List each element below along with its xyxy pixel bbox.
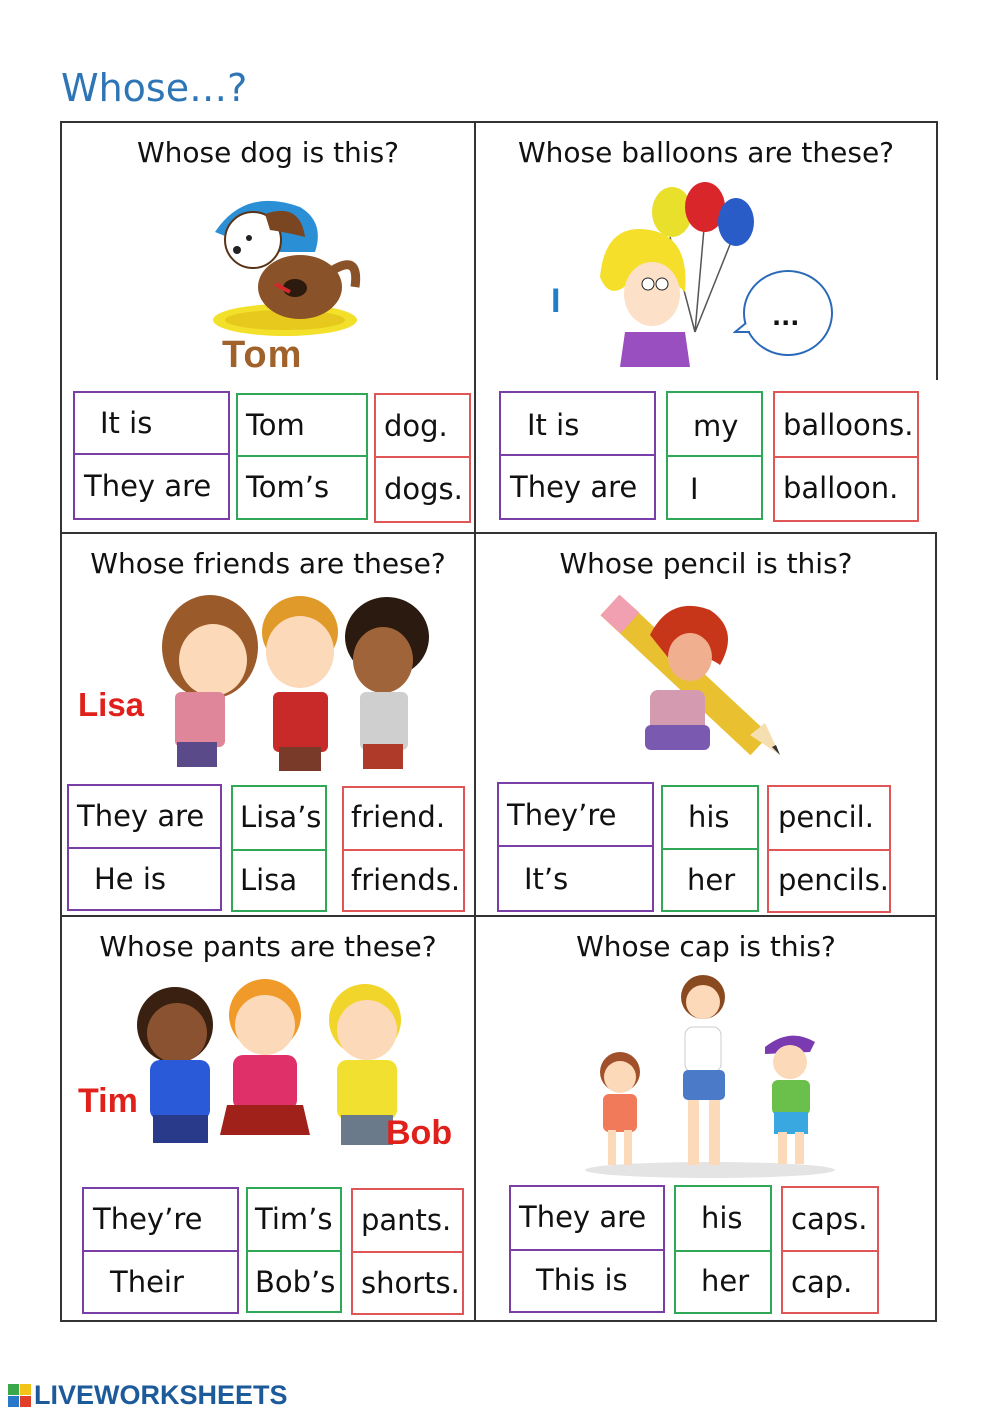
card1-option-they-are[interactable]: They are (84, 469, 212, 503)
card5-option-bobs[interactable]: Bob’s (255, 1265, 336, 1299)
card2-option-i[interactable]: I (690, 472, 699, 506)
card2-question: Whose balloons are these? (517, 136, 895, 169)
grid-border-left (60, 121, 62, 1322)
card4-option-theyre[interactable]: They’re (507, 798, 617, 832)
card2-option-it-is[interactable]: It is (527, 408, 580, 442)
grid-border-right-lower (935, 532, 937, 1322)
card1-col1-divider (73, 453, 230, 455)
grid-divider-row1 (60, 532, 937, 534)
card3-option-he-is[interactable]: He is (94, 862, 167, 896)
card6-col2-divider (674, 1250, 772, 1252)
card5-name-label-tim: Tim (78, 1082, 138, 1120)
card5-option-their[interactable]: Their (110, 1265, 184, 1299)
card2-col2-divider (666, 455, 763, 457)
card5-col1-divider (82, 1250, 239, 1252)
dog-illustration (205, 192, 365, 342)
woman-with-pencil-illustration (600, 595, 785, 765)
card5-option-tims[interactable]: Tim’s (255, 1202, 333, 1236)
grid-border-right (936, 121, 938, 380)
card4-option-her[interactable]: her (687, 863, 736, 897)
card5-option-shorts[interactable]: shorts. (361, 1266, 460, 1300)
grid-divider-vertical (474, 121, 476, 1322)
page-title: Whose…? (61, 66, 248, 110)
card3-col1-divider (67, 847, 222, 849)
card3-col2-divider (231, 849, 327, 851)
card1-option-toms[interactable]: Tom’s (246, 470, 330, 504)
grid-border-bottom (60, 1320, 937, 1322)
card4-col3-divider (767, 849, 891, 851)
three-friends-illustration (155, 592, 435, 774)
grid-border-top (60, 121, 938, 123)
card5-option-theyre[interactable]: They’re (93, 1202, 203, 1236)
card5-col3-divider (351, 1251, 464, 1253)
card2-option-they-are[interactable]: They are (510, 470, 638, 504)
card6-col3-divider (781, 1250, 879, 1252)
card4-col2-divider (661, 848, 759, 850)
card2-option-balloon[interactable]: balloon. (783, 471, 899, 505)
card4-option-his[interactable]: his (688, 800, 730, 834)
card6-option-his[interactable]: his (701, 1201, 743, 1235)
card2-col3-divider (773, 456, 919, 458)
card5-option-pants[interactable]: pants. (361, 1203, 452, 1237)
card6-col1-divider (509, 1249, 665, 1251)
card5-question: Whose pants are these? (99, 930, 437, 963)
card2-option-balloons[interactable]: balloons. (783, 408, 914, 442)
card6-question: Whose cap is this? (576, 930, 836, 963)
card1-question: Whose dog is this? (136, 136, 400, 169)
card1-col3-divider (374, 456, 471, 458)
card4-col1-divider (497, 845, 654, 847)
card3-option-friends[interactable]: friends. (351, 863, 461, 897)
card4-option-its[interactable]: It’s (524, 862, 569, 896)
card4-option-pencils[interactable]: pencils. (778, 863, 890, 897)
card5-name-label-bob: Bob (386, 1114, 453, 1152)
card6-option-caps[interactable]: caps. (791, 1202, 868, 1236)
card3-option-they-are[interactable]: They are (77, 799, 205, 833)
mother-and-children-illustration (575, 972, 845, 1180)
three-kids-jumping-illustration (115, 975, 420, 1170)
card5-col2-divider (246, 1250, 342, 1252)
card3-option-lisas[interactable]: Lisa’s (240, 800, 322, 834)
card3-question: Whose friends are these? (90, 547, 446, 580)
card1-option-it-is[interactable]: It is (100, 406, 153, 440)
card4-question: Whose pencil is this? (559, 547, 853, 580)
card6-option-this-is[interactable]: This is (536, 1263, 628, 1297)
card3-name-label: Lisa (78, 686, 145, 723)
card3-col3-divider (342, 849, 465, 851)
card6-option-they-are[interactable]: They are (519, 1200, 647, 1234)
card6-option-cap[interactable]: cap. (791, 1265, 853, 1299)
card3-option-lisa[interactable]: Lisa (240, 863, 298, 897)
card1-option-dogs[interactable]: dogs. (384, 472, 463, 506)
card6-option-her[interactable]: her (701, 1264, 750, 1298)
card1-option-dog[interactable]: dog. (384, 409, 448, 443)
speech-bubble-text: ... (772, 303, 800, 331)
card1-col2-divider (236, 455, 368, 457)
card1-option-tom[interactable]: Tom (246, 408, 305, 442)
card2-col1-divider (499, 454, 656, 456)
card4-option-pencil[interactable]: pencil. (778, 800, 874, 834)
card2-name-label: I (551, 282, 561, 320)
card1-name-label: Tom (222, 334, 303, 376)
liveworksheets-footer[interactable]: LIVEWORKSHEETS (34, 1380, 288, 1410)
liveworksheets-logo-icon (8, 1384, 32, 1408)
grid-divider-row2 (60, 915, 937, 917)
card2-option-my[interactable]: my (693, 409, 739, 443)
card3-option-friend[interactable]: friend. (351, 800, 446, 834)
